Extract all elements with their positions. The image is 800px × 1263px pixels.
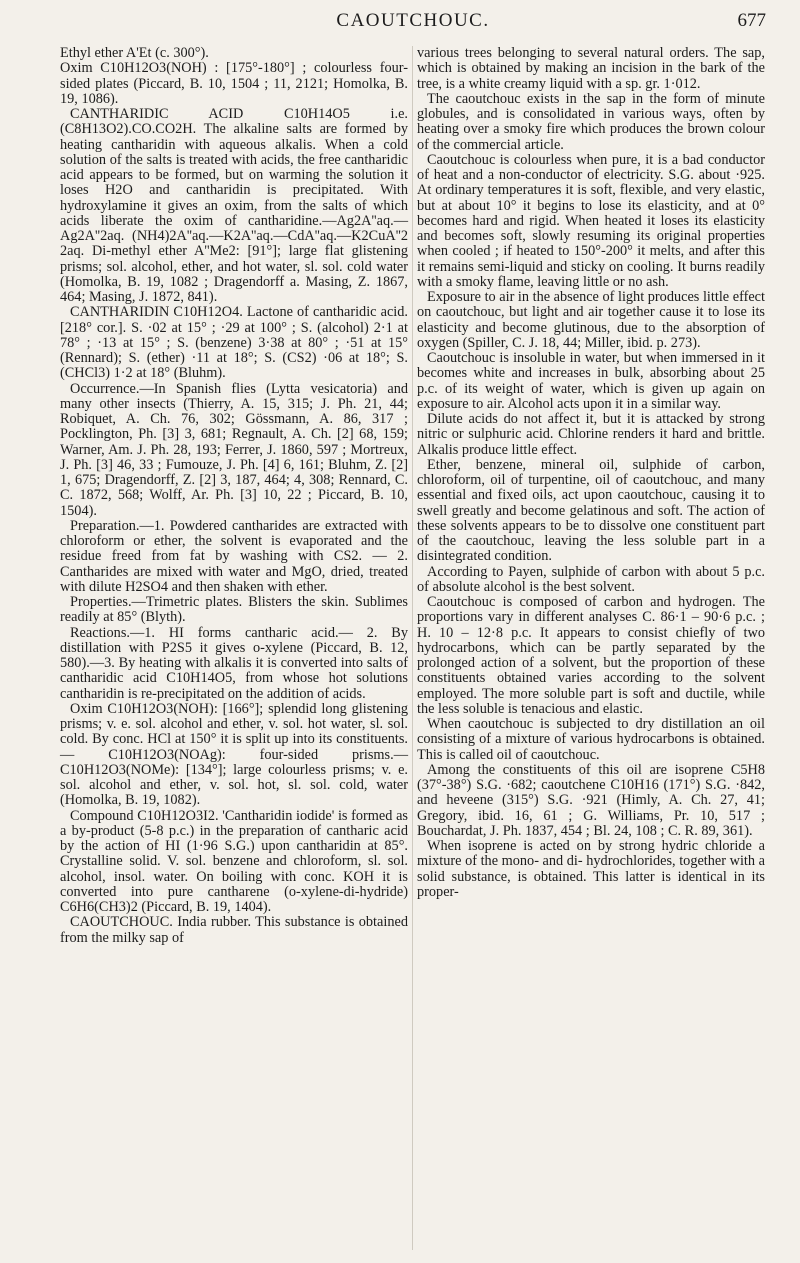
paragraph: Dilute acids do not affect it, but it is attacked by strong nitric or sulphuric acid. Chlorine renders it hard and brittle. Alkalis produce little effect. (417, 411, 765, 458)
paragraph: Ethyl ether A'Et (c. 300°). (60, 45, 209, 61)
paragraph: When isoprene is acted on by strong hydric chloride a mixture of the mono- and di- hydrochlorides, together with a solid substance, is obtained. This latter is identical in its proper- (417, 838, 765, 900)
paragraph: According to Payen, sulphide of carbon with about 5 p.c. of absolute alcohol is the best solvent. (417, 563, 765, 595)
paragraph: CANTHARIDIC ACID C10H14O5 i.e. (C8H13O2).CO.CO2H. The alkaline salts are formed by heating cantharidin with aqueous alkalis. When a cold solution of the salts is treated with acids, the free cantharidic acid appears to be formed, but on warming the solution it loses H2O and cantharidin is precipitated. With hydroxylamine it gives an oxim, from the salts of which acids liberate the oxim of cantharidine.—Ag2A''aq.—Ag2A''2aq. (NH4)2A''aq.—K2A''aq.—CdA''aq.—K2CuA''2 2aq. Di-methyl ether A''Me2: [91°]; large flat glistening prisms; sol. alcohol, ether, and hot water, sl. sol. cold water (Homolka, B. 19, 1082 ; Dragendorff a. Masing, Z. 1867, 464; Masing, J. 1872, 841). (60, 106, 408, 305)
paragraph: Ether, benzene, mineral oil, sulphide of carbon, chloroform, oil of turpentine, oil of caoutchouc, and many essential and fixed oils, act upon caoutchouc, causing it to swell greatly and become gelatinous and soft. The action of these solvents appears to be to dissolve one constituent part of the caoutchouc, leaving the less soluble part in a disintegrated condition. (417, 456, 765, 565)
left-column (60, 46, 408, 946)
paragraph: Caoutchouc is colourless when pure, it is a bad conductor of heat and a non-conductor of electricity. S.G. about ·925. At ordinary temperatures it is soft, flexible, and very elastic, but at about 10° it begins to lose its elasticity, and at 0° becomes hard and rigid. When heated it loses its elasticity and becomes soft, slowly resuming its original properties when cooled ; if heated to 150°-200° it melts, and after this it remains semi-liquid and sticky on cooling. It burns readily with a smoky flame, leaving little or no ash. (417, 151, 765, 290)
paragraph: When caoutchouc is subjected to dry distillation an oil consisting of a mixture of various hydrocarbons is obtained. This is called oil of caoutchouc. (417, 716, 765, 763)
paragraph: Oxim C10H12O3(NOH): [166°]; splendid long glistening prisms; v. e. sol. alcohol and ether, v. sol. hot water, sl. sol. cold. By conc. HCl at 150° it is split up into its constituents. — C10H12O3(NOAg): four-sided prisms.— C10H12O3(NOMe): [134°]; large colourless prisms; v. e. sol. alcohol and ether, v. sol. hot, sl. sol. cold, water (Homolka, B. 19, 1082). (60, 700, 408, 809)
paragraph: Oxim C10H12O3(NOH) : [175°-180°] ; colourless four-sided plates (Piccard, B. 10, 1504 ; 11, 2121; Homolka, B. 19, 1086). (60, 60, 408, 107)
paragraph: Preparation.—1. Powdered cantharides are extracted with chloroform or ether, the solvent is evaporated and the residue freed from fat by washing with CS2. — 2. Cantharides are mixed with water and MgO, dried, treated with dilute H2SO4 and then shaken with ether. (60, 517, 408, 595)
paragraph: Compound C10H12O3I2. 'Cantharidin iodide' is formed as a by-product (5-8 p.c.) in the preparation of cantharic acid by the action of HI (1·96 S.G.) upon cantharidin at 85°. Crystalline solid. V. sol. benzene and chloroform, sl. sol. alcohol, insol. water. On boiling with conc. KOH it is converted into pure cantharene (o-xylene-di-hydride) C6H6(CH3)2 (Piccard, B. 19, 1404). (60, 807, 408, 915)
paragraph: Among the constituents of this oil are isoprene C5H8 (37°-38°) S.G. ·682; caoutchene C10H16 (171°) S.G. ·842, and heveene (315°) S.G. ·921 (Himly, A. Ch. 27, 41; Gregory, ibid. 16, 61 ; G. Williams, Pr. 10, 517 ; Bouchardat, J. Ph. 1837, 454 ; Bl. 24, 108 ; C. R. 89, 361). (417, 761, 765, 839)
paragraph: Caoutchouc is insoluble in water, but when immersed in it becomes white and increases in bulk, absorbing about 25 p.c. of its weight of water, which is given up again on exposure to air. Alcohol acts upon it in a similar way. (417, 350, 765, 412)
paragraph: Exposure to air in the absence of light produces little effect on caoutchouc, but light and air together cause it to lose its elasticity and become glutinous, due to the absorption of oxygen (Spiller, C. J. 18, 44; Miller, ibid. p. 273). (417, 289, 765, 351)
paragraph: Occurrence.—In Spanish flies (Lytta vesicatoria) and many other insects (Thierry, A. 15, 315; J. Ph. 21, 44; Robiquet, A. Ch. 76, 302; Gössmann, A. 86, 317 ; Pocklington, Ph. [3] 3, 681; Regnault, A. Ch. [2] 68, 159; Warner, Am. J. Ph. 28, 193; Ferrer, J. 1860, 597 ; Mortreux, J. Ph. [3] 46, 33 ; Fumouze, J. Ph. [4] 6, 161; Bluhm, Z. [2] 1, 675; Dragendorff, Z. [2] 3, 187, 464; 4, 308; Rennard, C. C. 1872, 568; Wolff, Ar. Ph. [3] 10, 22 ; Piccard, B. 10, 1504). (60, 380, 408, 519)
paragraph: various trees belonging to several natural orders. The sap, which is obtained by making an incision in the bark of the tree, is a white creamy liquid with a sp. gr. 1·012. (417, 45, 765, 92)
running-head: CAOUTCHOUC. (336, 10, 490, 31)
paragraph: Reactions.—1. HI forms cantharic acid.— 2. By distillation with P2S5 it gives o-xylene (Piccard, B. 12, 580).—3. By heating with alkalis it is converted into salts of cantharidic acid C10H14O5, from whose hot solutions cantharidin is re-precipitated on the addition of acids. (60, 624, 408, 702)
paragraph: Caoutchouc is composed of carbon and hydrogen. The proportions vary in different analyses C. 86·1 – 90·6 p.c. ; H. 10 – 12·8 p.c. It appears to consist chiefly of two hydrocarbons, which can be partly separated by the prolonged action of a solvent, but the proportion of these constituents obtained varies according to the solvent employed. The more soluble part is soft and ductile, while the less soluble is tenacious and elastic. (417, 594, 765, 717)
right-column (417, 46, 765, 900)
page-number: 677 (737, 10, 766, 31)
paragraph: The caoutchouc exists in the sap in the form of minute globules, and is consolidated in various ways, often by heating over a smoky fire which produces the brown colour of the commercial article. (417, 90, 765, 153)
page-header (60, 10, 766, 36)
paragraph: CANTHARIDIN C10H12O4. Lactone of cantharidic acid. [218° cor.]. S. ·02 at 15° ; ·29 at 100° ; S. (alcohol) 2·1 at 78° ; ·13 at 15° ; S. (benzene) 3·38 at 80° ; ·51 at 15° (Rennard); S. (ether) ·11 at 18°; S. (CS2) ·06 at 18°; S. (CHCl3) 1·2 at 18° (Bluhm). (60, 304, 408, 382)
column-divider (412, 46, 413, 1250)
paragraph: CAOUTCHOUC. India rubber. This substance is obtained from the milky sap of (60, 914, 408, 946)
paragraph: Properties.—Trimetric plates. Blisters the skin. Sublimes readily at 85° (Blyth). (60, 594, 408, 626)
